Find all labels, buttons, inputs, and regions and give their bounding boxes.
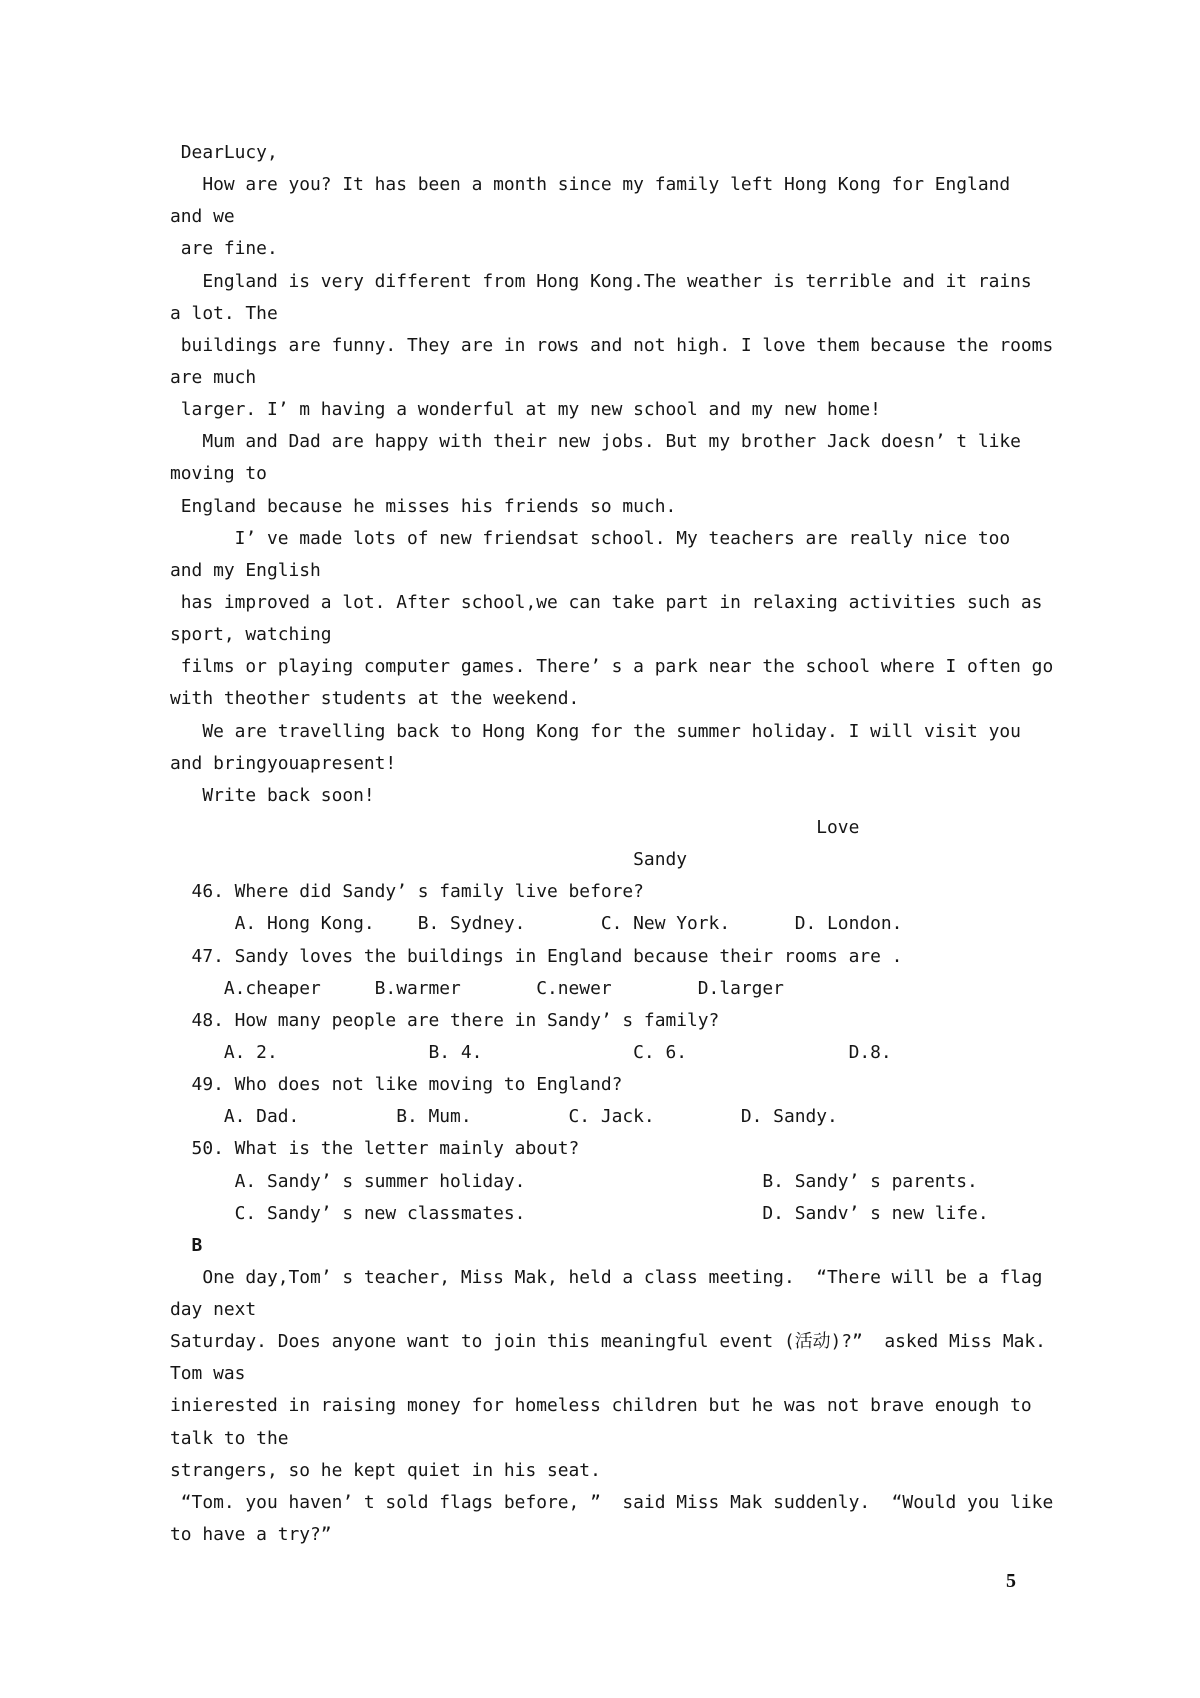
text-line: and bringyouapresent! bbox=[170, 752, 397, 774]
text-line: strangers, so he kept quiet in his seat. bbox=[170, 1459, 601, 1481]
text-line: are fine. bbox=[170, 238, 278, 260]
text-line: talk to the bbox=[170, 1427, 289, 1449]
text-line: “Tom. you haven’ t sold flags before, ” said Miss Mak suddenly. “Would you like bbox=[170, 1491, 1054, 1513]
text-line: 50. What is the letter mainly about? bbox=[170, 1138, 580, 1160]
text-line: 49. Who does not like moving to England? bbox=[170, 1074, 623, 1096]
text-line: DearLucy, bbox=[170, 142, 278, 163]
text-line: sport, watching bbox=[170, 624, 332, 646]
text-line: A. Hong Kong. B. Sydney. C. New York. D. London. bbox=[170, 913, 903, 935]
text-line: Sandy bbox=[170, 849, 688, 871]
text-line: A. 2. B. 4. C. 6. D.8. bbox=[170, 1041, 892, 1063]
text-line: A. Sandy’ s summer holiday. B. Sandy’ s parents. bbox=[170, 1170, 978, 1192]
text-line: C. Sandy’ s new classmates. D. Sandv’ s new life. bbox=[170, 1202, 989, 1224]
letter-and-questions-text bbox=[170, 137, 1053, 1551]
text-line: buildings are funny. They are in rows and not high. I love them because the rooms bbox=[170, 334, 1054, 356]
text-line: with theother students at the weekend. bbox=[170, 688, 580, 710]
text-line: We are travelling back to Hong Kong for the summer holiday. I will visit you bbox=[170, 720, 1021, 742]
text-line: moving to bbox=[170, 463, 267, 485]
text-line: to have a try?” bbox=[170, 1524, 332, 1546]
page-number: 5 bbox=[1006, 1570, 1016, 1592]
text-line: Tom was bbox=[170, 1363, 246, 1385]
text-line: inierested in raising money for homeless children but he was not brave enough to bbox=[170, 1395, 1032, 1417]
text-line: One day,Tom’ s teacher, Miss Mak, held a class meeting. “There will be a flag bbox=[170, 1266, 1043, 1288]
text-line: B bbox=[170, 1234, 203, 1256]
text-line: films or playing computer games. There’ s a park near the school where I often go bbox=[170, 656, 1054, 678]
text-line: Mum and Dad are happy with their new jobs. But my brother Jack doesn’ t like bbox=[170, 431, 1021, 453]
text-line: England is very different from Hong Kong.The weather is terrible and it rains bbox=[170, 270, 1032, 292]
text-line: How are you? It has been a month since my family left Hong Kong for England bbox=[170, 174, 1011, 196]
text-line: has improved a lot. After school,we can take part in relaxing activities such as bbox=[170, 591, 1043, 613]
text-line: Love bbox=[170, 816, 860, 838]
text-line: day next bbox=[170, 1299, 257, 1321]
text-line: 48. How many people are there in Sandy’ s family? bbox=[170, 1009, 720, 1031]
text-line: are much bbox=[170, 366, 257, 388]
text-line: Saturday. Does anyone want to join this meaningful event (活动)?” asked Miss Mak. bbox=[170, 1331, 1046, 1353]
text-line: Write back soon! bbox=[170, 784, 375, 806]
text-line: and my English bbox=[170, 559, 321, 581]
text-line: a lot. The bbox=[170, 302, 278, 324]
text-line: A. Dad. B. Mum. C. Jack. D. Sandy. bbox=[170, 1106, 838, 1128]
text-line: I’ ve made lots of new friendsat school. My teachers are really nice too bbox=[170, 527, 1011, 549]
text-line: 46. Where did Sandy’ s family live before? bbox=[170, 881, 644, 903]
text-line: and we bbox=[170, 206, 235, 228]
text-line: England because he misses his friends so much. bbox=[170, 495, 677, 517]
text-line: larger. I’ m having a wonderful at my new school and my new home! bbox=[170, 399, 881, 421]
text-line: A.cheaper B.warmer C.newer D.larger bbox=[170, 977, 784, 999]
text-line: 47. Sandy loves the buildings in England because their rooms are . bbox=[170, 945, 903, 967]
